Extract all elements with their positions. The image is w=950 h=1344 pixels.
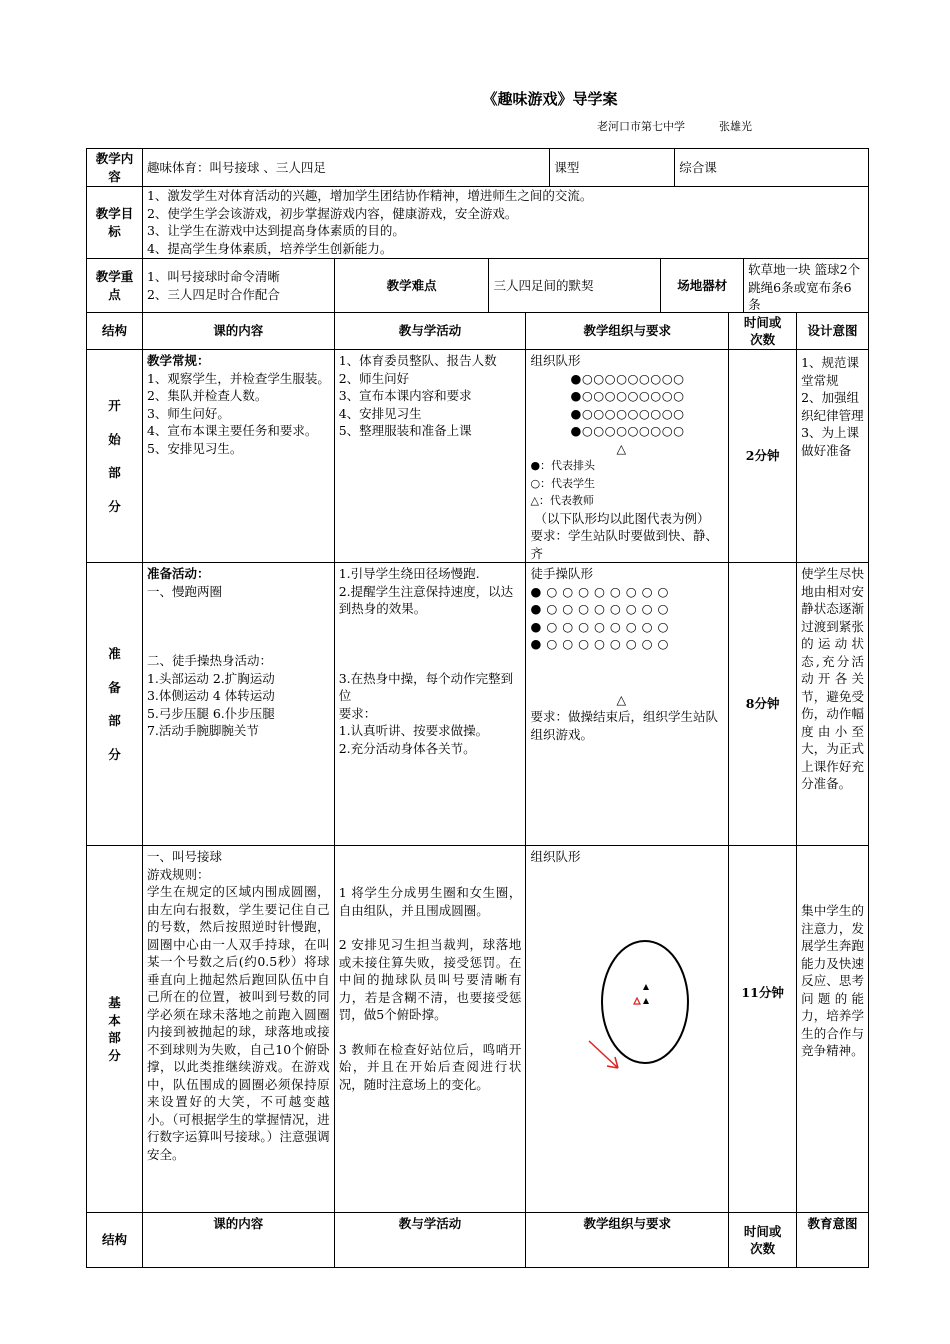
label-char: 部 bbox=[108, 713, 121, 728]
prep-content-item: 5.弓步压腿 6.仆步压腿 bbox=[146, 705, 275, 721]
student-marker bbox=[643, 998, 649, 1004]
header-structure: 结构 bbox=[87, 1213, 143, 1267]
label-char: 本 bbox=[108, 1012, 121, 1028]
formation-note: （以下队形均以此图代表为例） bbox=[534, 510, 710, 526]
start-section-label bbox=[87, 350, 143, 562]
prep-content-title: 准备活动： bbox=[146, 566, 210, 581]
formation-row: ●○○○○○○○○○ bbox=[570, 370, 685, 386]
start-activity-item: 5、整理服装和准备上课 bbox=[338, 423, 472, 438]
type-label: 课型 bbox=[550, 149, 675, 186]
keypoint-item: 2、三人四足时合作配合 bbox=[146, 286, 280, 302]
legend-item: △：代表教师 bbox=[530, 494, 594, 507]
thrower-marker bbox=[634, 998, 640, 1004]
start-activity bbox=[335, 350, 527, 562]
legend-item: ○：代表学生 bbox=[530, 476, 596, 490]
start-section-row bbox=[86, 349, 869, 562]
start-activity-item: 4、安排见习生 bbox=[338, 405, 422, 421]
formation-row: ●○○○○○○○○○ bbox=[570, 388, 685, 403]
basic-activity-item: 3 教师在检查好站位后，鸣哨开始，并且在开始后查阅进行状况，随时注意场上的变化。 bbox=[338, 1041, 522, 1092]
keypoints-list bbox=[143, 259, 335, 312]
basic-content-subtitle: 游戏规则： bbox=[146, 866, 210, 882]
formation-row: ● ○ ○ ○ ○ ○ ○ ○ ○ bbox=[530, 618, 669, 634]
header-intent: 设计意图 bbox=[797, 313, 869, 349]
label-char: 部 bbox=[108, 1030, 121, 1045]
prep-organization bbox=[526, 563, 729, 845]
prep-content-item: 一、慢跑两圈 bbox=[146, 583, 222, 599]
school-name: 老河口市第七中学 bbox=[597, 120, 685, 133]
type-value: 综合课 bbox=[675, 149, 869, 186]
prep-activity-item: 2.充分活动身体各关节。 bbox=[338, 740, 476, 756]
start-requirement: 要求：学生站队时要做到快、静、齐 bbox=[530, 528, 718, 561]
formation-row: ● ○ ○ ○ ○ ○ ○ ○ ○ bbox=[530, 601, 669, 616]
label-char: 开 bbox=[108, 398, 121, 413]
prep-activity-item: 1.认真听讲、按要求做操。 bbox=[338, 723, 489, 738]
header-activity: 教与学活动 bbox=[335, 1213, 527, 1267]
start-content-item: 4、宣布本课主要任务和要求。 bbox=[146, 423, 318, 438]
difficulty-value: 三人四足间的默契 bbox=[489, 259, 661, 312]
basic-intent: 集中学生的注意力，发展学生奔跑能力及快速反应、思考问题的能力，培养学生的合作与竞争精神。 bbox=[797, 846, 869, 1212]
prep-activity-item: 1.引导学生绕田径场慢跑. bbox=[338, 566, 480, 581]
label-char: 分 bbox=[108, 1047, 121, 1063]
start-activity-item: 1、体育委员整队、报告人数 bbox=[338, 353, 497, 368]
header-content: 课的内容 bbox=[143, 313, 335, 349]
label-char: 始 bbox=[108, 431, 121, 447]
formation-row: ●○○○○○○○○○ bbox=[570, 423, 685, 438]
goal-item: 4、提高学生身体素质，培养学生创新能力。 bbox=[146, 240, 393, 256]
start-time: 2分钟 bbox=[729, 350, 797, 562]
legend-item: ●：代表排头 bbox=[530, 459, 596, 472]
start-content-title: 教学常规： bbox=[146, 353, 210, 368]
start-activity-item: 2、师生问好 bbox=[338, 370, 410, 386]
basic-org-title: 组织队形 bbox=[530, 849, 581, 864]
prep-section-label bbox=[87, 563, 143, 845]
label-char: 部 bbox=[108, 465, 121, 480]
basic-activity-item: 1 将学生分成男生圈和女生圈，自由组队，并且围成圆圈。 bbox=[338, 885, 522, 918]
goal-item: 1、激发学生对体育活动的兴趣，增加学生团结协作精神，增进师生之间的交流。 bbox=[146, 188, 593, 203]
prep-section-row bbox=[86, 562, 869, 845]
start-content bbox=[143, 350, 335, 562]
prep-org-title: 徒手操队形 bbox=[530, 566, 593, 581]
keypoints-row bbox=[86, 258, 869, 312]
start-content-item: 1、观察学生，并检查学生服装。 bbox=[146, 370, 330, 386]
goals-row bbox=[86, 186, 869, 258]
basic-activity bbox=[335, 846, 527, 1212]
basic-time: 11分钟 bbox=[729, 846, 797, 1212]
basic-activity-item: 2 安排见习生担当裁判，球落地或未接住算失败，接受惩罚。在中间的抛球队员叫号要清晰有力，若是含糊不清，也要接受惩罚，做5个俯卧撑。 bbox=[338, 937, 522, 1022]
basic-section-label bbox=[87, 846, 143, 1212]
start-formation bbox=[530, 370, 724, 440]
label-char: 基 bbox=[108, 995, 121, 1010]
goals-label: 教学目标 bbox=[87, 187, 143, 258]
keypoints-label: 教学重点 bbox=[87, 259, 143, 312]
formation-row: ● ○ ○ ○ ○ ○ ○ ○ ○ bbox=[530, 583, 669, 599]
start-content-item: 2、集队并检查人数。 bbox=[146, 388, 268, 403]
prep-content-item: 7.活动手腕脚腕关节 bbox=[146, 723, 259, 738]
prep-time: 8分钟 bbox=[729, 563, 797, 845]
prep-content-item: 二、徒手操热身活动： bbox=[146, 653, 272, 668]
prep-requirement: 要求：做操结束后，组织学生站队组织游戏。 bbox=[530, 709, 718, 742]
header-time: 时间或次数 bbox=[729, 1213, 797, 1267]
lesson-plan-table bbox=[86, 148, 869, 1268]
start-intent bbox=[797, 350, 869, 562]
difficulty-label: 教学难点 bbox=[335, 259, 490, 312]
header-organization: 教学组织与要求 bbox=[526, 313, 729, 349]
circle-formation-diagram bbox=[526, 931, 726, 1131]
teacher-marker: △ bbox=[616, 440, 627, 456]
basic-section-row bbox=[86, 845, 869, 1212]
basic-content bbox=[143, 846, 335, 1212]
start-activity-item: 3、宣布本课内容和要求 bbox=[338, 388, 472, 403]
start-organization bbox=[526, 350, 729, 562]
basic-content-title: 一、叫号接球 bbox=[146, 849, 222, 864]
byline bbox=[597, 118, 786, 134]
prep-activity bbox=[335, 563, 527, 845]
page-title: 《趣味游戏》导学案 bbox=[482, 90, 618, 108]
prep-intent: 使学生尽快地由相对安静状态逐渐过渡到紧张的运动状态,充分活动开各关节，避免受伤，动作幅度由小至大，为正式上课作好充分准备。 bbox=[797, 563, 869, 845]
basic-organization bbox=[526, 846, 729, 1212]
formation-row: ●○○○○○○○○○ bbox=[570, 405, 685, 421]
label-char: 准 bbox=[108, 646, 121, 661]
intent-item: 3、为上课做好准备 bbox=[801, 425, 860, 458]
prep-activity-item: 2.提醒学生注意保持速度，以达到热身的效果。 bbox=[338, 583, 514, 616]
label-char: 分 bbox=[108, 746, 121, 762]
equipment-value: 软草地一块 篮球2个 跳绳6条或宽布条6条 bbox=[744, 259, 869, 312]
header-content: 课的内容 bbox=[143, 1213, 335, 1267]
header-structure: 结构 bbox=[87, 313, 143, 349]
equipment-label: 场地器材 bbox=[661, 259, 744, 312]
column-header-row bbox=[86, 312, 869, 349]
label-char: 备 bbox=[108, 679, 121, 695]
content-value: 趣味体育：叫号接球 、三人四足 bbox=[143, 149, 550, 186]
start-content-item: 3、师生问好。 bbox=[146, 405, 230, 421]
start-content-item: 5、安排见习生。 bbox=[146, 440, 243, 456]
prep-activity-item: 3.在热身中操，每个动作完整到位 bbox=[338, 670, 514, 703]
header-intent: 教育意图 bbox=[797, 1213, 869, 1267]
goal-item: 2、使学生学会该游戏，初步掌握游戏内容，健康游戏，安全游戏。 bbox=[146, 205, 518, 221]
prep-content-item: 1.头部运动 2.扩胸运动 bbox=[146, 670, 275, 686]
start-org-title: 组织队形 bbox=[530, 353, 581, 368]
author-name: 张雄光 bbox=[719, 120, 752, 133]
teacher-marker: △ bbox=[616, 691, 627, 707]
goals-list bbox=[143, 187, 869, 258]
footer-header-row bbox=[86, 1212, 869, 1268]
basic-content-rules: 学生在规定的区域内围成圆圈，由左向右报数，学生要记住自己的号数，然后按照逆时针慢跑，圆圈中心由一人双手持球，在叫某一个号数之后(约0.5秒）将球垂直向上抛起然后跑回队伍中自己所在的位置，被叫到号数的同学必须在球未落地之前跑入圆圈内接到被抛起的球，球落地或接不到球则为失败，自己10个俯卧撑，以此类推继续游戏。在游戏中，队伍围成的圆圈必须保持原来设置好的大笑，不可越变越小。（可根据学生的掌握情况，进行数字运算叫号接球。）注意强调安全。 bbox=[146, 884, 330, 1162]
intent-item: 1、规范课堂常规 bbox=[801, 355, 860, 388]
header-time: 时间或次数 bbox=[729, 313, 797, 349]
header-activity: 教与学活动 bbox=[335, 313, 527, 349]
student-marker bbox=[643, 984, 649, 990]
header-organization: 教学组织与要求 bbox=[526, 1213, 729, 1267]
prep-content-item: 3.体侧运动 4 体转运动 bbox=[146, 688, 275, 703]
keypoint-item: 1、叫号接球时命令清晰 bbox=[146, 269, 280, 284]
goal-item: 3、让学生在游戏中达到提高身体素质的目的。 bbox=[146, 223, 405, 238]
label-char: 分 bbox=[108, 498, 121, 514]
content-label: 教学内容 bbox=[87, 149, 143, 186]
intent-item: 2、加强组织纪律管理 bbox=[801, 390, 864, 423]
formation-row: ● ○ ○ ○ ○ ○ ○ ○ ○ bbox=[530, 636, 669, 651]
prep-content bbox=[143, 563, 335, 845]
content-row bbox=[86, 148, 869, 186]
prep-activity-item: 要求： bbox=[338, 705, 377, 721]
